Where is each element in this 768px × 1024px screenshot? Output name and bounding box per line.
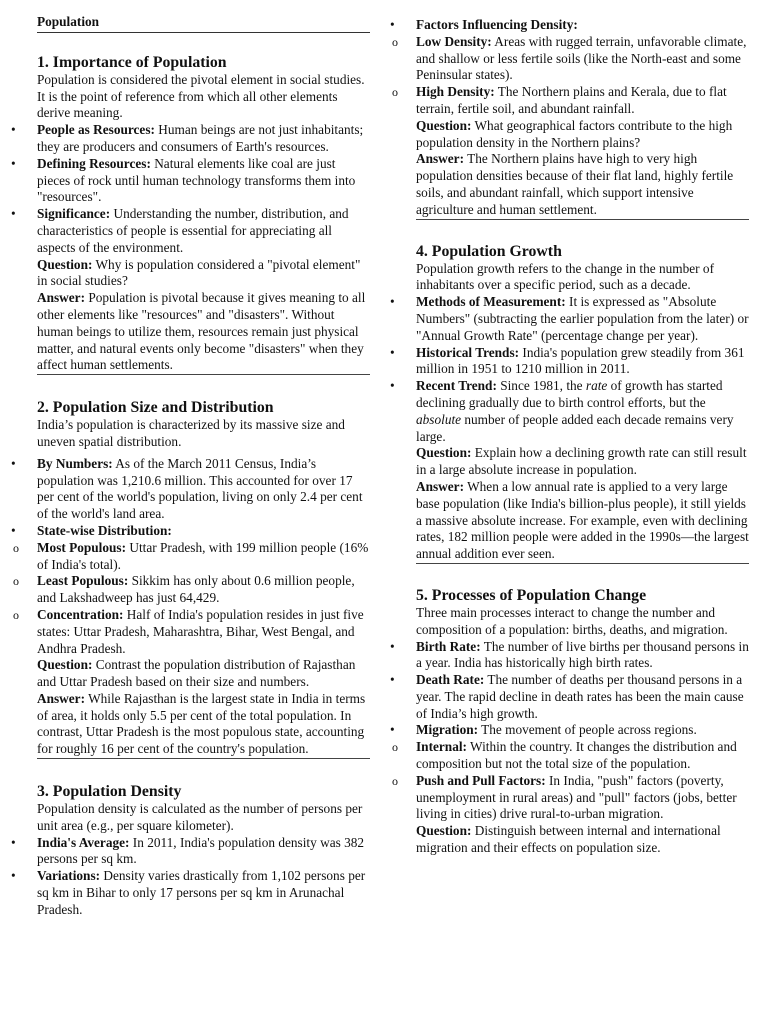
question xyxy=(37,257,370,291)
bullet-item xyxy=(37,156,370,206)
bullet-text: Density varies drastically from 1,102 persons per sq km in Bihar to only 17 persons per sq km in Arunachal Pradesh. xyxy=(37,868,366,917)
section-intro: Three main processes interact to change the number and composition of a population: births, deaths, and migration. xyxy=(416,604,728,637)
answer xyxy=(37,691,370,759)
question-label: Question: xyxy=(416,823,472,839)
bullet-label: Migration: xyxy=(416,722,479,738)
bullet-text: Understanding the number, distribution, and characteristics of people is essential for appreciating all aspects of the environment. xyxy=(37,206,349,255)
sub-bullet-label: Least Populous: xyxy=(37,573,129,589)
answer-label: Answer: xyxy=(416,151,465,167)
bullet-text: In 2011, India's population density was 382 persons per sq km. xyxy=(37,834,365,867)
sub-bullet-item xyxy=(37,573,370,607)
question-text: What geographical factors contribute to the high population density in the Northern plains? xyxy=(416,117,733,150)
section-density xyxy=(37,782,370,919)
bullet-label: Variations: xyxy=(37,868,101,884)
sub-bullet-text: The Northern plains and Kerala, due to flat terrain, fertile soil, and abundant rainfall. xyxy=(416,84,727,116)
sub-bullet-text: Uttar Pradesh, with 199 million people (16% of India's total). xyxy=(37,539,369,572)
right-column xyxy=(416,17,749,857)
bullet-item xyxy=(37,206,370,256)
sub-bullet-label: Push and Pull Factors: xyxy=(416,772,546,788)
bullet-text: of growth has started declining gradually due to birth control efforts, but the xyxy=(416,378,723,410)
document-title: Population xyxy=(37,14,370,33)
bullet-text: number of people added each decade remains very large. xyxy=(416,411,734,444)
bullet-item xyxy=(37,456,370,523)
section-intro: India’s population is characterized by its massive size and uneven spatial distribution. xyxy=(37,417,345,449)
answer-label: Answer: xyxy=(37,690,86,706)
section-intro: Population growth refers to the change in the number of inhabitants over a specific period, such as a decade. xyxy=(416,260,714,293)
bullet-label: Defining Resources: xyxy=(37,155,151,171)
bullet-item xyxy=(416,17,749,34)
bullet-label: People as Resources: xyxy=(37,122,155,138)
bullet-label: By Numbers: xyxy=(37,455,113,471)
bullet-text: It is expressed as "Absolute Numbers" (subtracting the earlier population from the later) or "Annual Growth Rate" (percentage change per year). xyxy=(416,294,749,343)
bullet-item xyxy=(37,523,370,540)
bullet-label: Factors Influencing Density: xyxy=(416,17,578,32)
answer-label: Answer: xyxy=(416,478,465,494)
question-text: Explain how a declining growth rate can still result in a large absolute increase in population. xyxy=(416,445,747,478)
bullet-item xyxy=(416,294,749,344)
question-label: Question: xyxy=(37,657,93,673)
section-intro: Population is considered the pivotal element in social studies. It is the point of reference from which all other elements derive meaning. xyxy=(37,71,365,121)
answer-text: While Rajasthan is the largest state in India in terms of area, it holds only 5.5 per cent of the total population. In contrast, Uttar Pradesh is the most populous state, accounting for roughly 16 per cent of the country's population. xyxy=(37,690,366,757)
bullet-item xyxy=(416,378,749,445)
section-heading: 3. Population Density xyxy=(37,783,182,801)
bullet-item xyxy=(37,868,370,918)
left-column xyxy=(37,14,370,919)
sub-bullet-item xyxy=(416,739,749,773)
question-text: Contrast the population distribution of Rajasthan and Uttar Pradesh based on their size and numbers. xyxy=(37,657,356,690)
bullet-text: India's population grew steadily from 361 million in 1951 to 1210 million in 2011. xyxy=(416,344,745,377)
section-heading: 5. Processes of Population Change xyxy=(416,586,647,604)
bullet-item xyxy=(416,672,749,722)
emphasis-text: absolute xyxy=(416,411,462,427)
answer-text: When a low annual rate is applied to a very large base population (like India's billion-plus people), it still yields a massive absolute increase. For example, even with declining rates, 182 million people were added in the 1990s—the largest annual addition ever seen. xyxy=(416,478,749,562)
bullet-text: Human beings are not just inhabitants; they are producers and consumers of Earth's resources. xyxy=(37,122,364,154)
answer-text: The Northern plains have high to very high population densities because of their flat land, highly fertile soils, and abundant rainfall, which support intensive agriculture and human settlement. xyxy=(416,151,734,217)
bullet-text: Natural elements like coal are just pieces of rock until human technology transforms them into "resources". xyxy=(37,155,356,205)
bullet-label: Death Rate: xyxy=(416,672,485,688)
section-growth xyxy=(416,242,749,564)
section-size-distribution xyxy=(37,398,370,759)
sub-bullet-item xyxy=(416,34,749,84)
section-intro: Population density is calculated as the number of persons per unit area (e.g., per square kilometer). xyxy=(37,801,363,833)
question xyxy=(416,118,749,152)
sub-bullet-label: Low Density: xyxy=(416,33,492,49)
bullet-text: The movement of people across regions. xyxy=(478,722,697,738)
section-heading: 1. Importance of Population xyxy=(37,53,227,71)
question-text: Distinguish between internal and international migration and their effects on population size. xyxy=(416,823,721,856)
section-density-continued xyxy=(416,17,749,220)
bullet-label: Recent Trend: xyxy=(416,378,497,394)
section-processes xyxy=(416,586,749,857)
sub-bullet-label: High Density: xyxy=(416,84,495,100)
question xyxy=(416,823,749,857)
question-label: Question: xyxy=(37,256,93,272)
answer xyxy=(37,290,370,375)
sub-bullet-item xyxy=(37,607,370,657)
bullet-label: Historical Trends: xyxy=(416,344,520,360)
bullet-text: As of the March 2011 Census, India’s population was 1,210.6 million. This accounted for over 17 per cent of the world's population, living on only 2.4 per cent of the world's land area. xyxy=(37,455,363,522)
emphasis-text: rate xyxy=(585,378,608,394)
bullet-label: Birth Rate: xyxy=(416,638,481,654)
bullet-item xyxy=(416,722,749,739)
sub-bullet-label: Internal: xyxy=(416,739,467,755)
answer xyxy=(416,151,749,219)
question xyxy=(416,445,749,479)
section-heading: 2. Population Size and Distribution xyxy=(37,399,274,417)
question-text: Why is population considered a "pivotal element" in social studies? xyxy=(37,256,361,289)
section-importance xyxy=(37,53,370,375)
question-label: Question: xyxy=(416,445,472,461)
section-heading: 4. Population Growth xyxy=(416,242,562,260)
bullet-item xyxy=(37,835,370,869)
answer-text: Population is pivotal because it gives meaning to all other elements like "resources" and "disasters". Without human beings to utilize them, resources remain just physical matter, and natural events only become "disasters" when they affect human settlements. xyxy=(37,290,366,373)
sub-bullet-text: Within the country. It changes the distribution and composition but not the total size of the population. xyxy=(416,739,737,772)
bullet-item xyxy=(416,345,749,379)
sub-bullet-label: Concentration: xyxy=(37,606,124,622)
bullet-item xyxy=(416,639,749,673)
sub-bullet-item xyxy=(416,84,749,118)
answer-label: Answer: xyxy=(37,290,86,306)
sub-bullet-text: Sikkim has only about 0.6 million people, and Lakshadweep has just 64,429. xyxy=(37,573,355,606)
sub-bullet-label: Most Populous: xyxy=(37,539,127,555)
bullet-text: Since 1981, the xyxy=(496,378,586,394)
question xyxy=(37,657,370,691)
answer xyxy=(416,479,749,564)
bullet-label: Methods of Measurement: xyxy=(416,294,566,310)
bullet-label: Significance: xyxy=(37,206,111,222)
bullet-text: The number of deaths per thousand persons in a year. The rapid decline in death rates has been the main cause of India’s high growth. xyxy=(416,672,744,721)
question-label: Question: xyxy=(416,117,472,133)
bullet-label: India's Average: xyxy=(37,834,130,850)
sub-bullet-text: Half of India's population resides in just five states: Uttar Pradesh, Maharashtra, Bihar, West Bengal, and Andhra Pradesh. xyxy=(37,606,364,656)
sub-bullet-item xyxy=(416,773,749,823)
bullet-text: The number of live births per thousand persons in a year. India has historically high birth rates. xyxy=(416,638,749,671)
sub-bullet-text: In India, "push" factors (poverty, unemployment in rural areas) and "pull" factors (jobs, better living in cities) drive rural-to-urban migration. xyxy=(416,772,737,822)
bullet-label: State-wise Distribution: xyxy=(37,522,172,538)
bullet-item xyxy=(37,122,370,156)
sub-bullet-text: Areas with rugged terrain, unfavorable climate, and shallow or less fertile soils (like the North-east and some Peninsular states). xyxy=(416,33,747,83)
sub-bullet-item xyxy=(37,540,370,574)
